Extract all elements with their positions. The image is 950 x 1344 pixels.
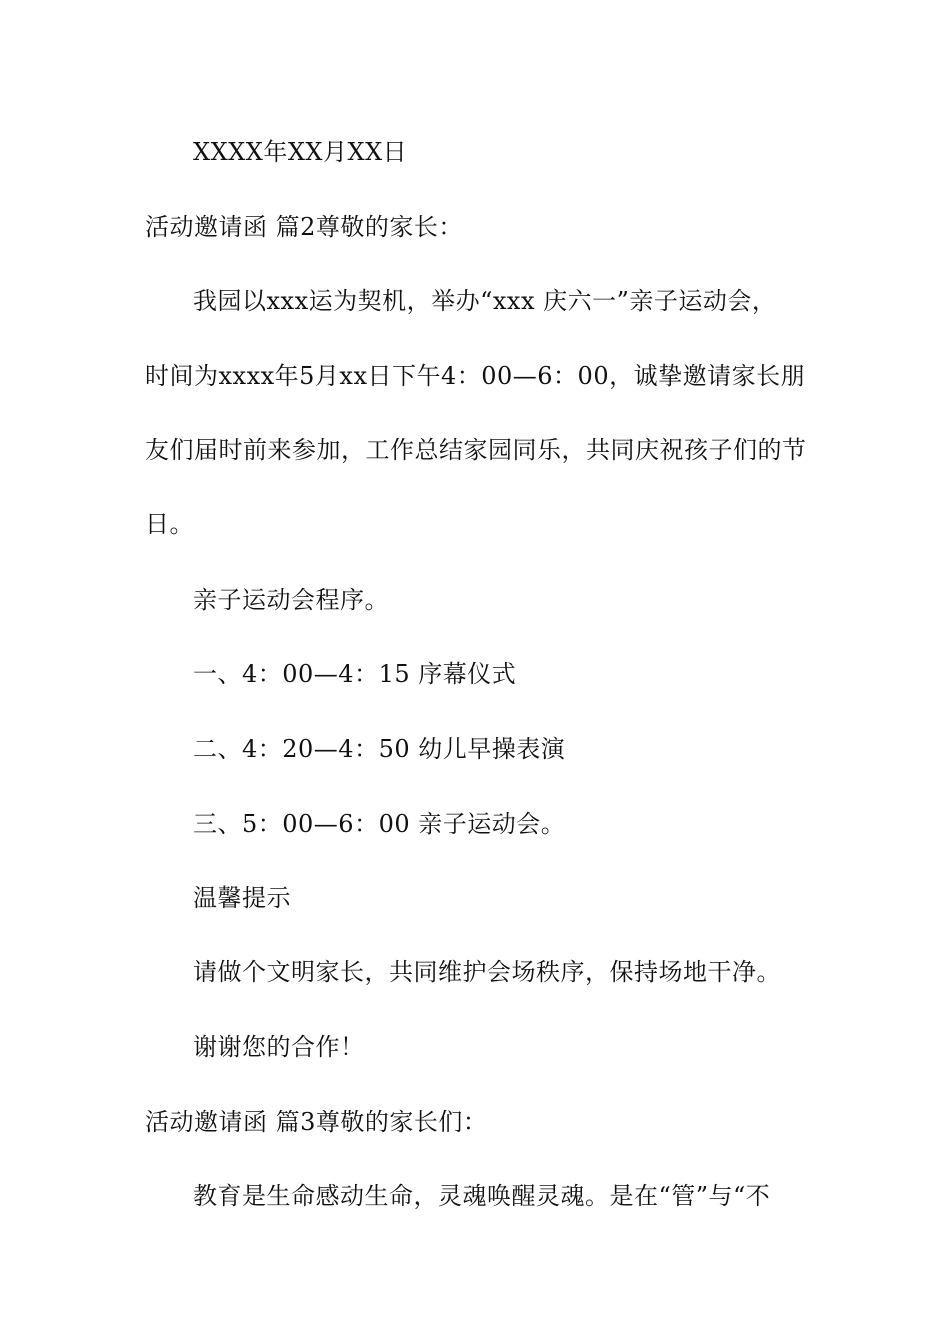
thanks-line: 谢谢您的合作！ — [193, 1033, 365, 1061]
program-item: 三、5：00—6：00 亲子运动会。 — [193, 810, 566, 838]
section-heading-3: 活动邀请函 篇3尊敬的家长们： — [145, 1108, 488, 1136]
paragraph-line: 友们届时前来参加，工作总结家园同乐，共同庆祝孩子们的节 — [145, 436, 807, 464]
date-line: XXXX年XX月XX日 — [193, 138, 408, 166]
program-item: 二、4：20—4：50 幼儿早操表演 — [193, 735, 566, 763]
tips-heading: 温馨提示 — [193, 884, 291, 912]
paragraph-line: 日。 — [145, 510, 194, 538]
program-heading: 亲子运动会程序。 — [193, 586, 389, 614]
section-heading-2: 活动邀请函 篇2尊敬的家长： — [145, 213, 463, 241]
paragraph-line: 我园以xxx运为契机，举办“xxx 庆六一”亲子运动会， — [193, 287, 777, 315]
paragraph-line: 时间为xxxx年5月xx日下午4：00—6：00，诚挚邀请家长朋 — [145, 362, 806, 390]
program-item: 一、4：00—4：15 序幕仪式 — [193, 660, 517, 688]
paragraph-line: 教育是生命感动生命，灵魂唤醒灵魂。是在“管”与“不 — [193, 1182, 771, 1210]
tips-text: 请做个文明家长，共同维护会场秩序，保持场地干净。 — [193, 958, 781, 986]
